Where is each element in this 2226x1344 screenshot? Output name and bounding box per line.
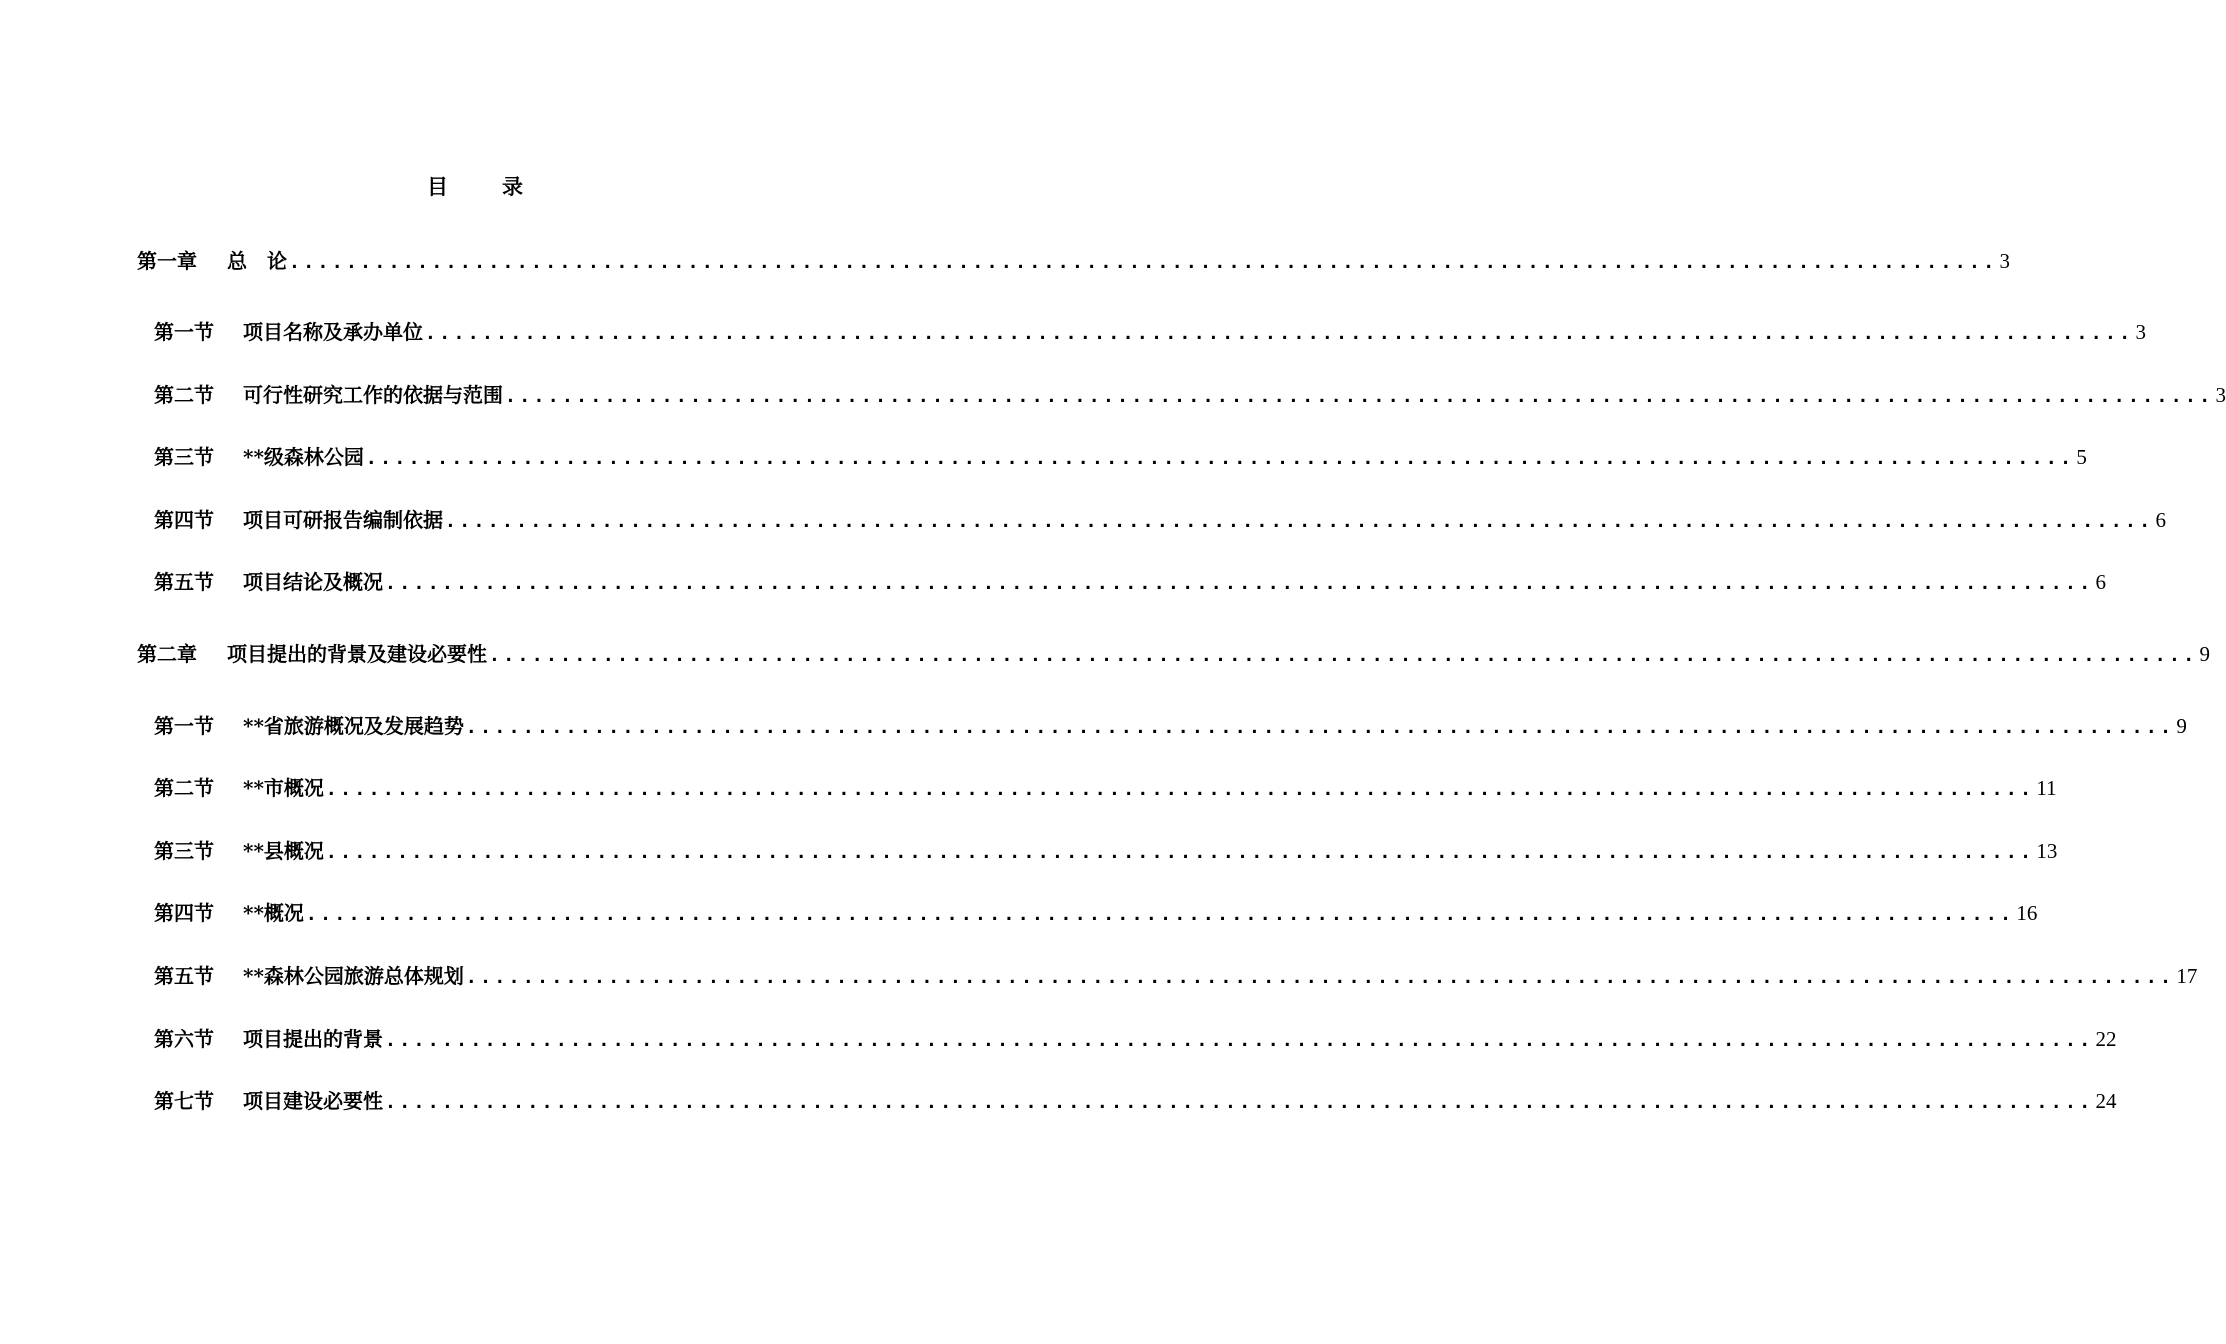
toc-entry-label: 第二章	[137, 642, 197, 666]
dot-leader: ........................................................................................................................	[489, 645, 2198, 666]
toc-entry-page: 13	[2036, 839, 2058, 863]
toc-entry-section[interactable]	[154, 505, 2166, 537]
toc-entry-text: **省旅游概况及发展趋势	[243, 714, 464, 738]
toc-entry-page: 17	[2176, 964, 2198, 988]
toc-entry-page: 6	[2155, 508, 2166, 532]
toc-entry-label: 第三节	[154, 445, 214, 469]
toc-entry-page: 6	[2095, 570, 2106, 594]
toc-entry-label: 第二节	[154, 383, 214, 407]
toc-entry-section[interactable]	[154, 317, 2146, 349]
toc-entry-text: **森林公园旅游总体规划	[243, 964, 464, 988]
toc-entry-section[interactable]	[154, 442, 2087, 474]
toc-entry-text: 项目建设必要性	[243, 1089, 383, 1113]
dot-leader: ........................................................................................................................	[445, 511, 2154, 532]
toc-entry-label: 第四节	[154, 901, 214, 925]
toc-entry-text: 项目结论及概况	[243, 570, 383, 594]
toc-entry-section[interactable]	[154, 836, 2058, 868]
toc-entry-page: 9	[2199, 642, 2210, 666]
toc-entry-section[interactable]	[154, 711, 2187, 743]
dot-leader: ........................................................................................................................	[365, 448, 2075, 469]
toc-entry-text: **概况	[243, 901, 304, 925]
toc-title-part-1: 目	[427, 174, 448, 199]
toc-entry-label: 第二节	[154, 776, 214, 800]
dot-leader: ........................................................................................................................	[385, 1030, 2094, 1051]
dot-leader: ........................................................................................................................	[289, 252, 1998, 273]
toc-entry-text: **市概况	[243, 776, 324, 800]
toc-entry-text: 可行性研究工作的依据与范围	[243, 383, 503, 407]
toc-entry-page: 11	[2036, 776, 2057, 800]
toc-entry-section[interactable]	[154, 1086, 2117, 1118]
toc-entry-label: 第五节	[154, 964, 214, 988]
dot-leader: ........................................................................................................................	[465, 967, 2175, 988]
dot-leader: ........................................................................................................................	[305, 904, 2015, 925]
toc-entry-label: 第五节	[154, 570, 214, 594]
dot-leader: ........................................................................................................................	[325, 842, 2035, 863]
toc-entry-page: 9	[2176, 714, 2187, 738]
toc-entry-page: 3	[1999, 249, 2010, 273]
dot-leader: ........................................................................................................................	[465, 717, 2175, 738]
toc-entry-text: 项目可研报告编制依据	[243, 508, 443, 532]
toc-title-part-2: 录	[502, 174, 523, 199]
toc-entry-section[interactable]	[154, 1024, 2117, 1056]
toc-entry-section[interactable]	[154, 567, 2106, 599]
toc-entry-page: 3	[2215, 383, 2226, 407]
dot-leader: ........................................................................................................................	[385, 1092, 2094, 1113]
toc-entry-section[interactable]	[154, 380, 2226, 412]
dot-leader: ........................................................................................................................	[325, 779, 2035, 800]
toc-entry-text: 项目提出的背景	[243, 1027, 383, 1051]
toc-entry-page: 5	[2076, 445, 2087, 469]
toc-entry-page: 16	[2016, 901, 2038, 925]
toc-entry-label: 第一章	[137, 249, 197, 273]
toc-entry-label: 第一节	[154, 714, 214, 738]
toc-entry-label: 第六节	[154, 1027, 214, 1051]
toc-entry-text: 项目名称及承办单位	[243, 320, 423, 344]
toc-entry-label: 第三节	[154, 839, 214, 863]
toc-entry-page: 22	[2095, 1027, 2117, 1051]
toc-entry-section[interactable]	[154, 773, 2057, 805]
toc-entry-page: 24	[2095, 1089, 2117, 1113]
toc-entry-text: 项目提出的背景及建设必要性	[227, 642, 487, 666]
toc-entry-label: 第一节	[154, 320, 214, 344]
toc-entry-section[interactable]	[154, 898, 2038, 930]
dot-leader: ........................................................................................................................	[505, 386, 2214, 407]
toc-title	[0, 172, 950, 202]
toc-entry-text: **级森林公园	[243, 445, 364, 469]
toc-entry-label: 第四节	[154, 508, 214, 532]
toc-entry-text: **县概况	[243, 839, 324, 863]
toc-entry-label: 第七节	[154, 1089, 214, 1113]
toc-entry-chapter-1[interactable]	[137, 246, 2010, 278]
toc-entry-chapter-2[interactable]	[137, 639, 2210, 671]
toc-entry-page: 3	[2135, 320, 2146, 344]
toc-entry-text: 总 论	[227, 249, 287, 273]
dot-leader: ........................................................................................................................	[385, 573, 2094, 594]
toc-entry-section[interactable]	[154, 961, 2198, 993]
dot-leader: ........................................................................................................................	[425, 323, 2134, 344]
